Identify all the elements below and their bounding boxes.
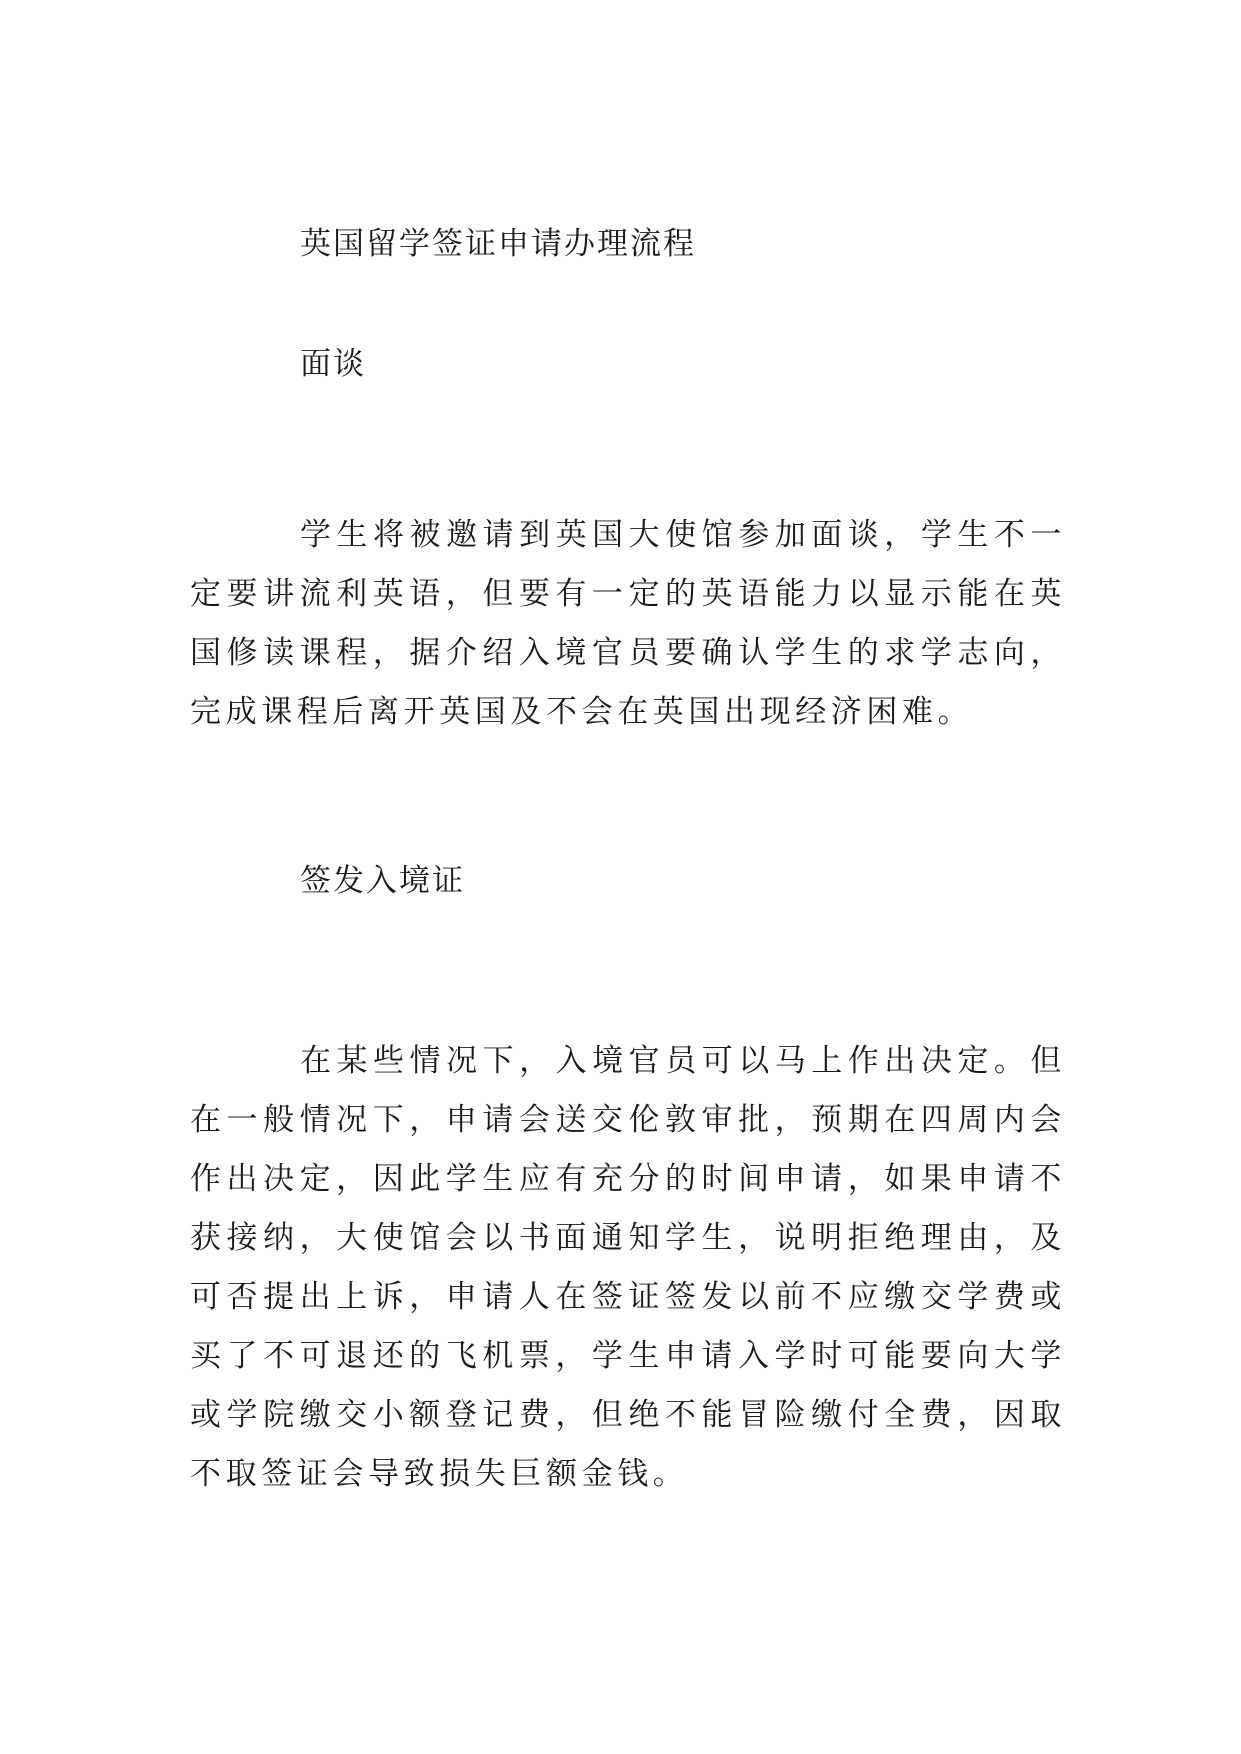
section-body-interview: 学生将被邀请到英国大使馆参加面谈，学生不一定要讲流利英语，但要有一定的英语能力以显示能在英国修读课程，据介绍入境官员要确认学生的求学志向，完成课程后离开英国及不会在英国出现经济困难。 xyxy=(190,517,1066,730)
section-heading-entry-clearance: 签发入境证 xyxy=(300,863,465,899)
section-body-entry-clearance: 在某些情况下，入境官员可以马上作出决定。但在一般情况下，申请会送交伦敦审批，预期在四周内会作出决定，因此学生应有充分的时间申请，如果申请不获接纳，大使馆会以书面通知学生，说明拒绝理由，及可否提出上诉，申请人在签证签发以前不应缴交学费或买了不可退还的飞机票，学生申请入学时可能要向大学或学院缴交小额登记费，但绝不能冒险缴付全费，因取不取签证会导致损失巨额金钱。 xyxy=(190,1043,1066,1492)
document-title: 英国留学签证申请办理流程 xyxy=(300,226,696,262)
section-heading-interview: 面谈 xyxy=(300,346,366,382)
